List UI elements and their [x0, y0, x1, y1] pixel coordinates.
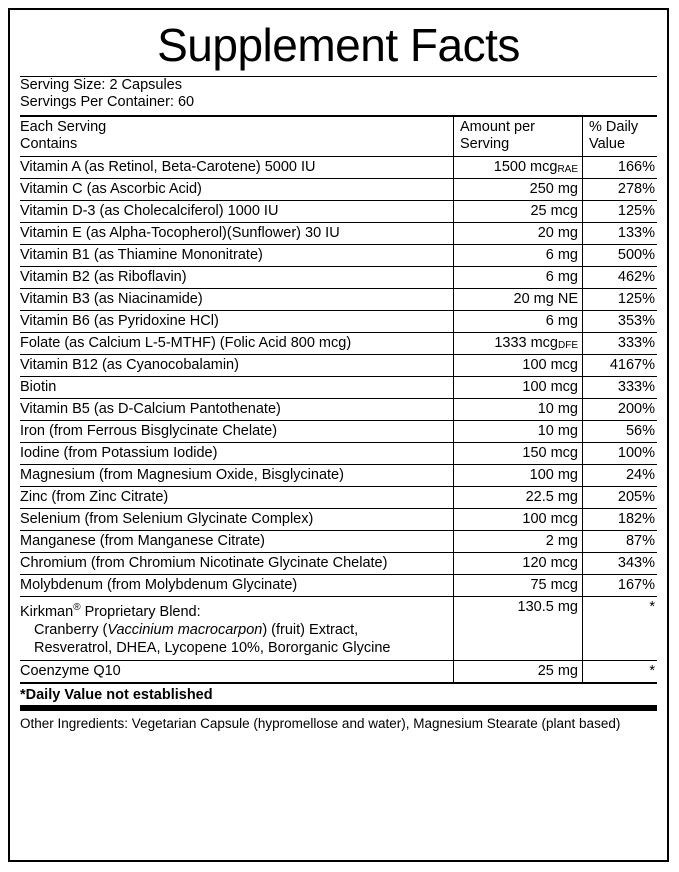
nutrient-name: Vitamin B2 (as Riboflavin): [20, 267, 454, 289]
table-row: [20, 509, 657, 531]
nutrient-dv: 182%: [583, 509, 658, 531]
nutrient-name: Biotin: [20, 377, 454, 399]
amount-value: 6 mg: [545, 247, 578, 263]
table-row: [20, 157, 657, 179]
nutrient-dv: 500%: [583, 245, 658, 267]
table-row: [20, 465, 657, 487]
nutrient-dv: 167%: [583, 575, 658, 597]
table-row: [20, 377, 657, 399]
daily-value-footnote: *Daily Value not established: [20, 686, 213, 703]
header-each-serving-line2: Contains: [20, 136, 78, 152]
nutrient-amount: [454, 179, 583, 201]
blend-brand: Kirkman: [20, 603, 74, 620]
nutrient-amount: [454, 223, 583, 245]
nutrient-name: Magnesium (from Magnesium Oxide, Bisglycinate): [20, 465, 454, 487]
table-row: [20, 355, 657, 377]
table-row: [20, 531, 657, 553]
nutrient-amount: [454, 377, 583, 399]
nutrient-dv: 343%: [583, 553, 658, 575]
supplement-facts-panel: [8, 8, 669, 862]
nutrient-dv: 166%: [583, 157, 658, 179]
amount-value: 10 mg: [537, 423, 578, 439]
nutrient-dv: *: [583, 660, 658, 682]
nutrient-name: Iron (from Ferrous Bisglycinate Chelate): [20, 421, 454, 443]
nutrient-dv: 56%: [583, 421, 658, 443]
amount-value: 2 mg: [545, 533, 578, 549]
nutrient-dv: 333%: [583, 333, 658, 355]
amount-value: 25 mcg: [530, 203, 578, 219]
nutrient-amount: [454, 443, 583, 465]
blend-detail-pre: Cranberry (: [34, 621, 108, 638]
nutrient-name: Vitamin D-3 (as Cholecalciferol) 1000 IU: [20, 201, 454, 223]
nutrient-dv: 462%: [583, 267, 658, 289]
servings-per-container: Servings Per Container: 60: [20, 94, 195, 110]
table-header-row: [20, 117, 657, 157]
amount-value: 10 mg: [537, 401, 578, 417]
nutrient-amount: [454, 201, 583, 223]
table-row: [20, 487, 657, 509]
table-row: [20, 289, 657, 311]
header-amount-line1: Amount per: [460, 119, 535, 135]
nutrient-name: Vitamin E (as Alpha-Tocopherol)(Sunflower) 30 IU: [20, 223, 454, 245]
nutrient-amount: [454, 333, 583, 355]
nutrient-name: Coenzyme Q10: [20, 660, 454, 682]
nutrient-name: Vitamin B12 (as Cyanocobalamin): [20, 355, 454, 377]
nutrient-amount: 25 mg: [454, 660, 583, 682]
nutrient-name: Vitamin B6 (as Pyridoxine HCl): [20, 311, 454, 333]
nutrient-dv: 133%: [583, 223, 658, 245]
table-row: [20, 553, 657, 575]
amount-value: 100 mcg: [522, 357, 578, 373]
blend-detail-post: ) (fruit) Extract,: [262, 621, 359, 638]
nutrient-name: Manganese (from Manganese Citrate): [20, 531, 454, 553]
amount-unit-sup: DFE: [558, 340, 578, 351]
nutrient-amount: [454, 509, 583, 531]
table-row: [20, 421, 657, 443]
nutrient-amount: [454, 553, 583, 575]
nutrient-amount: [454, 531, 583, 553]
amount-value: 1333 mcg: [494, 335, 558, 351]
facts-table: [20, 117, 657, 682]
blend-detail-line-1: [20, 621, 453, 639]
nutrient-amount: [454, 267, 583, 289]
table-row: [20, 333, 657, 355]
amount-unit-sup: RAE: [557, 164, 578, 175]
page-title: Supplement Facts: [157, 19, 520, 71]
nutrient-dv: 125%: [583, 201, 658, 223]
nutrient-amount: [454, 157, 583, 179]
header-each-serving: [20, 117, 454, 157]
header-dv-line1: % Daily: [589, 119, 639, 135]
nutrient-dv: 353%: [583, 311, 658, 333]
blend-dv: *: [583, 597, 658, 661]
table-row: [20, 179, 657, 201]
nutrient-amount: [454, 355, 583, 377]
header-daily-value: [583, 117, 658, 157]
amount-value: 20 mg: [537, 225, 578, 241]
table-row: [20, 245, 657, 267]
amount-value: 250 mg: [529, 181, 578, 197]
nutrient-name: Vitamin A (as Retinol, Beta-Carotene) 5000 IU: [20, 157, 454, 179]
other-ingredients: Other Ingredients: Vegetarian Capsule (hypromellose and water), Magnesium Stearate (plant based): [20, 715, 621, 731]
nutrient-dv: 205%: [583, 487, 658, 509]
table-row: [20, 399, 657, 421]
nutrient-name: Iodine (from Potassium Iodide): [20, 443, 454, 465]
header-each-serving-line1: Each Serving: [20, 119, 107, 135]
table-row: [20, 267, 657, 289]
blend-amount: 130.5 mg: [454, 597, 583, 661]
nutrient-name: Vitamin C (as Ascorbic Acid): [20, 179, 454, 201]
amount-value: 22.5 mg: [525, 489, 578, 505]
nutrient-amount: [454, 575, 583, 597]
nutrient-dv: 200%: [583, 399, 658, 421]
nutrient-amount: [454, 487, 583, 509]
table-row: [20, 575, 657, 597]
nutrient-amount: [454, 245, 583, 267]
nutrient-name: Selenium (from Selenium Glycinate Complex): [20, 509, 454, 531]
nutrient-name: Zinc (from Zinc Citrate): [20, 487, 454, 509]
serving-size: Serving Size: 2 Capsules: [20, 77, 182, 93]
amount-value: 100 mcg: [522, 379, 578, 395]
nutrient-dv: 100%: [583, 443, 658, 465]
nutrient-name: Vitamin B3 (as Niacinamide): [20, 289, 454, 311]
nutrient-amount: [454, 465, 583, 487]
header-amount-line2: Serving: [460, 136, 510, 152]
header-dv-line2: Value: [589, 136, 626, 152]
amount-value: 100 mcg: [522, 511, 578, 527]
nutrient-amount: [454, 289, 583, 311]
header-amount-per-serving: [454, 117, 583, 157]
nutrient-name: Molybdenum (from Molybdenum Glycinate): [20, 575, 454, 597]
nutrient-name: Vitamin B1 (as Thiamine Mononitrate): [20, 245, 454, 267]
nutrient-name: Chromium (from Chromium Nicotinate Glycinate Chelate): [20, 553, 454, 575]
registered-mark-icon: ®: [73, 602, 81, 613]
blend-latin-name: Vaccinium macrocarpon: [107, 621, 263, 638]
nutrient-amount: [454, 421, 583, 443]
blend-detail-line-2: Resveratrol, DHEA, Lycopene 10%, Bororganic Glycine: [34, 639, 391, 656]
nutrient-dv: 333%: [583, 377, 658, 399]
table-row: [20, 201, 657, 223]
blend-name-rest: Proprietary Blend:: [80, 603, 201, 620]
table-row-coq10: [20, 660, 657, 682]
table-row: [20, 311, 657, 333]
nutrient-dv: 125%: [583, 289, 658, 311]
nutrient-amount: [454, 311, 583, 333]
nutrient-dv: 278%: [583, 179, 658, 201]
blend-description: [20, 597, 454, 661]
table-row: [20, 443, 657, 465]
amount-value: 6 mg: [545, 269, 578, 285]
amount-value: 20 mg NE: [513, 291, 578, 307]
nutrient-dv: 4167%: [583, 355, 658, 377]
amount-value: 100 mg: [529, 467, 578, 483]
amount-value: 6 mg: [545, 313, 578, 329]
nutrient-name: Vitamin B5 (as D-Calcium Pantothenate): [20, 399, 454, 421]
nutrient-dv: 24%: [583, 465, 658, 487]
amount-value: 120 mcg: [522, 555, 578, 571]
table-row-proprietary-blend: [20, 597, 657, 661]
amount-value: 150 mcg: [522, 445, 578, 461]
blend-name: [20, 599, 453, 621]
amount-value: 1500 mcg: [493, 159, 558, 175]
amount-value: 75 mcg: [530, 577, 578, 593]
nutrient-dv: 87%: [583, 531, 658, 553]
nutrient-amount: [454, 399, 583, 421]
nutrient-name: Folate (as Calcium L-5-MTHF) (Folic Acid 800 mcg): [20, 333, 454, 355]
table-row: [20, 223, 657, 245]
